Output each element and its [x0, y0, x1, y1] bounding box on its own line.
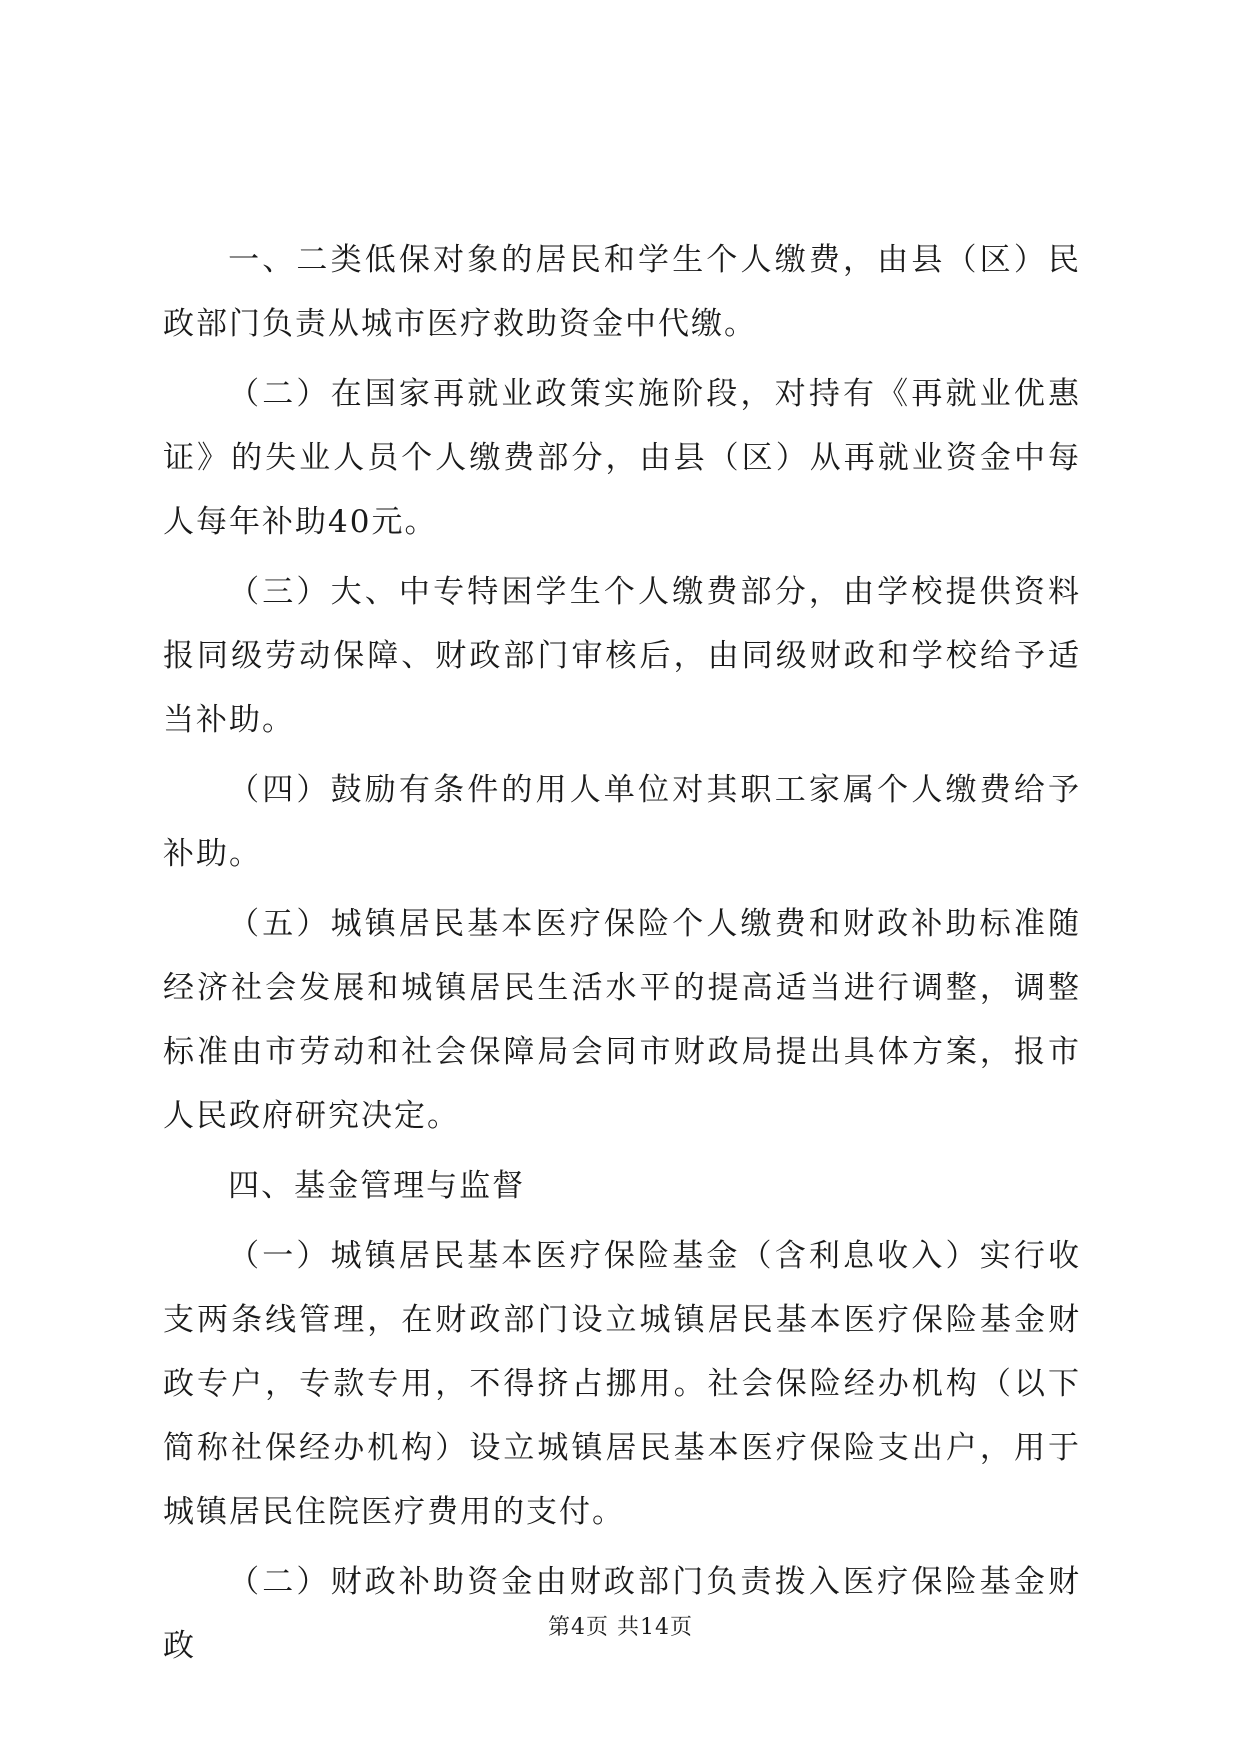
- paragraph-fiscal-transfer: （二）财政补助资金由财政部门负责拨入医疗保险基金财政: [163, 1564, 1081, 1664]
- paragraph-reemployment-subsidy: （二）在国家再就业政策实施阶段，对持有《再就业优惠证》的失业人员个人缴费部分，由县（区）从再就业资金中每人每年补助40元。: [163, 376, 1081, 540]
- paragraph-standard-adjustment: （五）城镇居民基本医疗保险个人缴费和财政补助标准随经济社会发展和城镇居民生活水平的提高适当进行调整，调整标准由市劳动和社会保障局会同市财政局提出具体方案，报市人民政府研究决定。: [163, 906, 1081, 1134]
- paragraph-low-income-subsidy: 一、二类低保对象的居民和学生个人缴费，由县（区）民政部门负责从城市医疗救助资金中代缴。: [163, 242, 1081, 342]
- paragraph-fund-accounts: （一）城镇居民基本医疗保险基金（含利息收入）实行收支两条线管理，在财政部门设立城镇居民基本医疗保险基金财政专户，专款专用，不得挤占挪用。社会保险经办机构（以下简称社保经办机构）设立城镇居民基本医疗保险支出户，用于城镇居民住院医疗费用的支付。: [163, 1238, 1081, 1530]
- section-heading-fund-management: 四、基金管理与监督: [228, 1168, 526, 1204]
- page-number-footer: 第4页 共14页: [548, 1615, 693, 1640]
- document-body: [163, 228, 1081, 1684]
- paragraph-student-subsidy: （三）大、中专特困学生个人缴费部分，由学校提供资料报同级劳动保障、财政部门审核后，由同级财政和学校给予适当补助。: [163, 574, 1081, 738]
- paragraph-employer-subsidy: （四）鼓励有条件的用人单位对其职工家属个人缴费给予补助。: [163, 772, 1081, 872]
